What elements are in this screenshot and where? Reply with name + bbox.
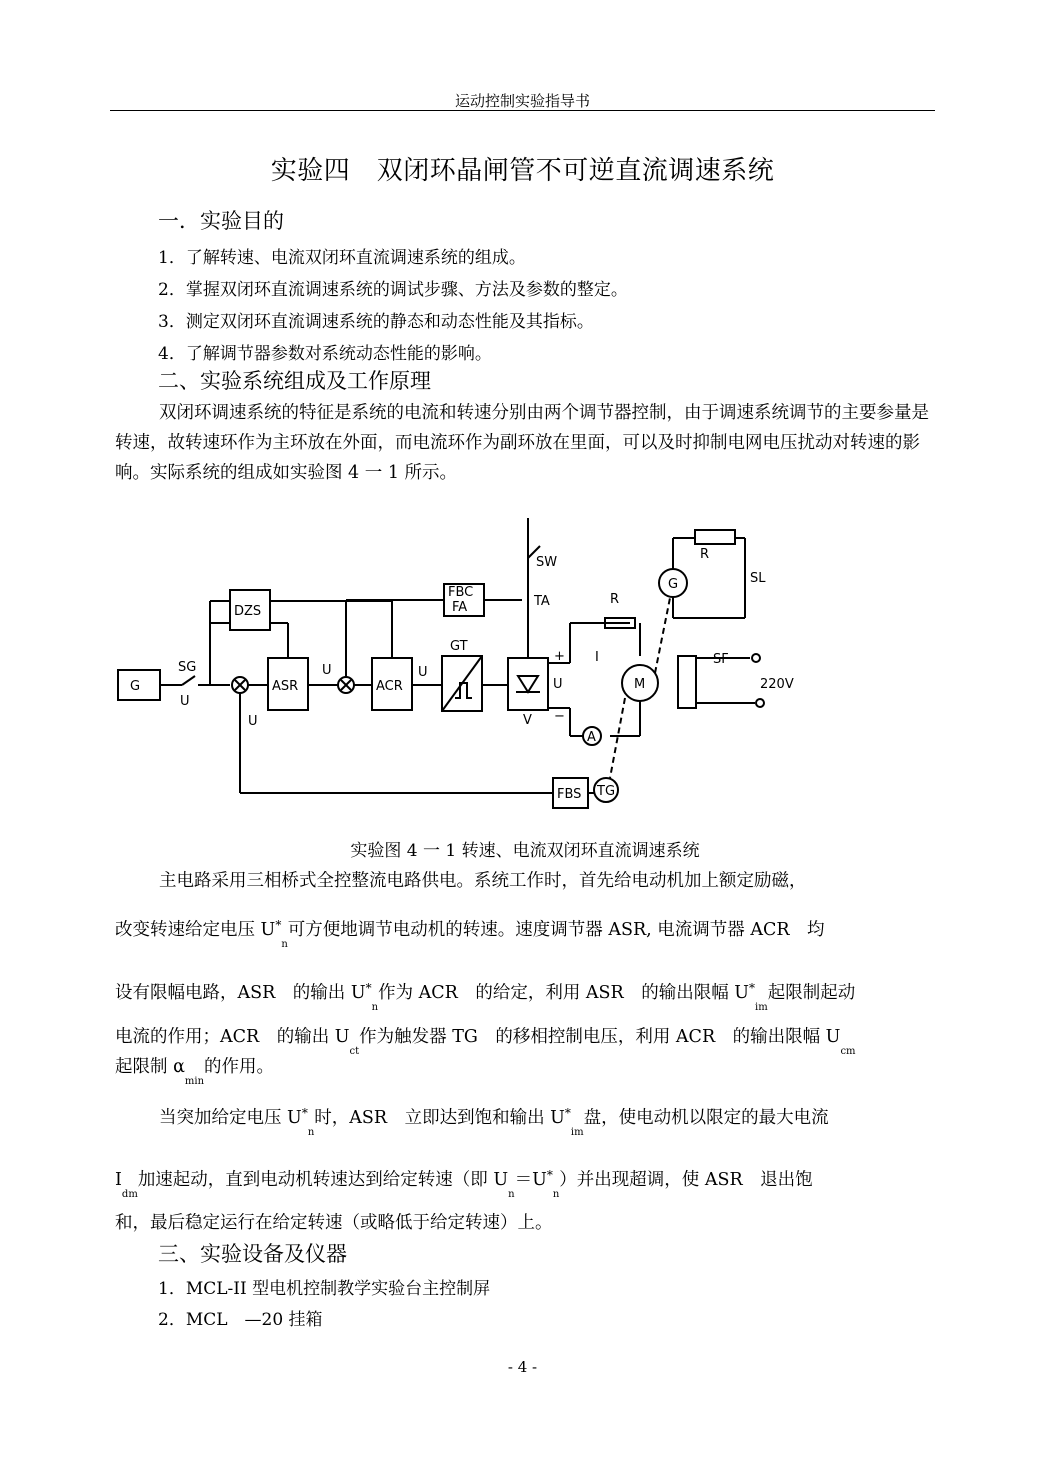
diagram-label-a: A bbox=[587, 730, 596, 745]
diagram-label-220v: 220V bbox=[760, 677, 794, 692]
diagram-label-fbc: FBC bbox=[448, 585, 474, 600]
thyristor-block bbox=[508, 658, 548, 710]
list-item: 2．掌握双闭环直流调速系统的调试步骤、方法及参数的整定。 bbox=[158, 280, 628, 300]
diagram-label-v: V bbox=[523, 713, 532, 728]
list-item: 2．MCL —20 挂箱 bbox=[158, 1310, 323, 1330]
figure-caption: 实验图 4 一 1 转速、电流双闭环直流调速系统 bbox=[350, 841, 700, 861]
paragraph-line: 电流的作用；ACR 的输出 $U_{ct}$作为触发器 TG 的移相控制电压，利用 ACR 的输出限幅 $U_{cm}$ bbox=[115, 1027, 856, 1057]
list-item: 4．了解调节器参数对系统动态性能的影响。 bbox=[158, 344, 492, 364]
diagram-label-un-star: U bbox=[180, 694, 190, 709]
page-header: 运动控制实验指导书 bbox=[454, 92, 590, 110]
paragraph-line: 当突加给定电压 $U^*_n$时，ASR 立即达到饱和输出 $U^*_{im}$盘，使电动机以限定的最大电流 bbox=[159, 1106, 829, 1138]
section-heading-2: 二、实验系统组成及工作原理 bbox=[158, 369, 431, 393]
diagram-label-sl: SL bbox=[750, 571, 766, 586]
diagram-label-fbs: FBS bbox=[557, 787, 582, 802]
diagram-label-sg: SG bbox=[178, 660, 197, 675]
diagram-label-tg: TG bbox=[597, 784, 616, 799]
paragraph-line: 主电路采用三相桥式全控整流电路供电。系统工作时，首先给电动机加上额定励磁， bbox=[159, 871, 807, 891]
diagram-label-ui: U bbox=[322, 663, 332, 678]
section-heading-3: 三、实验设备及仪器 bbox=[158, 1242, 347, 1266]
header-rule bbox=[110, 110, 935, 111]
list-item: 1．了解转速、电流双闭环直流调速系统的组成。 bbox=[158, 248, 526, 268]
list-item: 1．MCL-II 型电机控制教学实验台主控制屏 bbox=[158, 1279, 491, 1299]
diagram-label-asr: ASR bbox=[272, 679, 299, 694]
diagram-label-uc: U bbox=[418, 665, 428, 680]
paragraph-line: 起限制 $\alpha_{min}$的作用。 bbox=[115, 1057, 275, 1087]
paragraph-line: $I_{dm}$加速起动，直到电动机转速达到给定转速（即 $U_n=U^*_n$）并出现超调，使 ASR 退出饱 bbox=[115, 1168, 813, 1200]
paragraph-line: 设有限幅电路，ASR 的输出 $U^*_n$作为 ACR 的给定，利用 ASR 的输出限幅 $U^*_{im}$起限制起动 bbox=[115, 981, 856, 1013]
diagram-label-m: M bbox=[634, 677, 646, 692]
page-number: - 4 - bbox=[507, 1358, 538, 1376]
diagram-label-acr: ACR bbox=[376, 679, 403, 694]
diagram-label-plus: + bbox=[554, 649, 565, 664]
diagram-label-rm: R bbox=[610, 592, 620, 607]
diagram-label-rg: R bbox=[700, 547, 710, 562]
diagram-label-un: U bbox=[248, 714, 258, 729]
paragraph-line: 和，最后稳定运行在给定转速（或略低于给定转速）上。 bbox=[115, 1213, 553, 1233]
paragraph-line: 改变转速给定电压 $U^*_n$可方便地调节电动机的转速。速度调节器 ASR, 电流调节器 ACR 均 bbox=[115, 918, 825, 950]
list-item: 3．测定双闭环直流调速系统的静态和动态性能及其指标。 bbox=[158, 312, 594, 332]
diagram-label-g: G bbox=[130, 679, 141, 694]
diagram-label-fa: FA bbox=[452, 600, 468, 615]
diagram-label-ud0: U bbox=[553, 677, 563, 692]
diagram-label-gt: GT bbox=[450, 639, 468, 654]
circuit-diagram bbox=[110, 498, 810, 828]
page-title: 实验四 双闭环晶闸管不可逆直流调速系统 bbox=[270, 156, 775, 186]
diagram-label-sw: SW bbox=[536, 555, 558, 570]
diagram-label-minus: − bbox=[554, 709, 565, 724]
diagram-label-dzs: DZS bbox=[234, 604, 262, 619]
diagram-label-sf: SF bbox=[713, 652, 729, 667]
diagram-label-id: I bbox=[595, 650, 599, 665]
section-heading-1: 一．实验目的 bbox=[158, 209, 284, 233]
diagram-label-load-g: G bbox=[668, 577, 679, 592]
diagram-label-ta: TA bbox=[534, 594, 550, 609]
paragraph-intro: 双闭环调速系统的特征是系统的电流和转速分别由两个调节器控制，由于调速系统调节的主要参量是转速，故转速环作为主环放在外面，而电流环作为副环放在里面，可以及时抑制电网电压扰动对转速的影响。实际系统的组成如实验图 4 一 1 所示。 bbox=[115, 403, 929, 483]
